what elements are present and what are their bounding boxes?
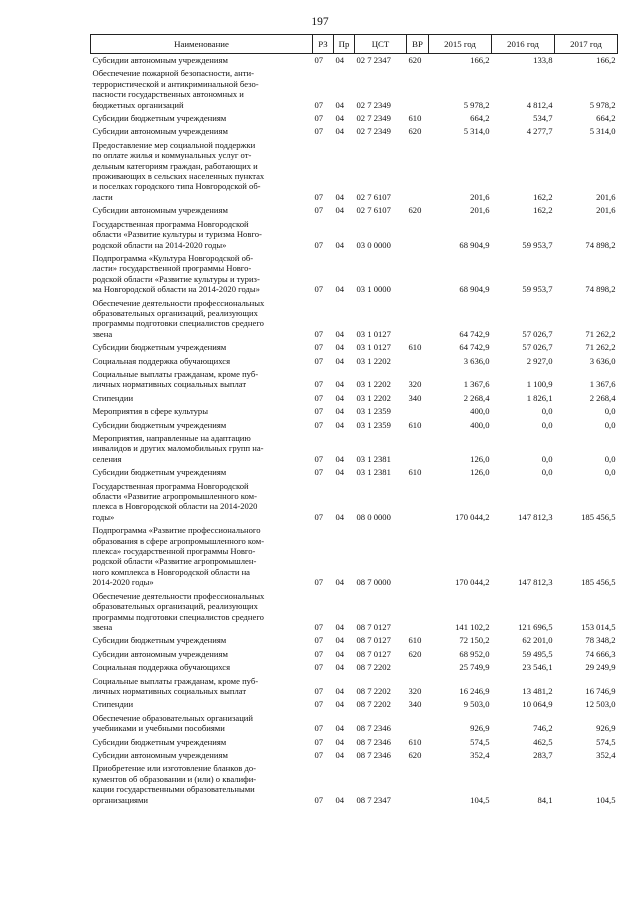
row-cst: 03 1 0000 — [356, 284, 391, 295]
row-cst: 03 1 2202 — [356, 379, 391, 390]
row-2017: 153 014,5 — [581, 621, 616, 632]
row-pr: 04 — [335, 99, 345, 110]
row-rz: 07 — [314, 621, 324, 632]
row-2017: 5 978,2 — [589, 99, 616, 110]
row-2016: 59 953,7 — [522, 284, 553, 295]
row-2017: 12 503,0 — [585, 699, 616, 710]
row-rz: 07 — [314, 736, 324, 747]
table-row — [91, 480, 618, 525]
row-vr: 340 — [408, 699, 422, 710]
row-2017: 0,0 — [604, 467, 616, 478]
row-2016: 283,7 — [533, 749, 553, 760]
budget-table — [90, 34, 618, 807]
row-2017: 1 367,6 — [589, 379, 616, 390]
row-2017: 71 262,2 — [585, 328, 616, 339]
row-2015: 166,2 — [470, 55, 490, 65]
row-vr: 620 — [408, 55, 422, 65]
row-pr: 04 — [335, 113, 345, 124]
row-2017: 0,0 — [604, 419, 616, 430]
row-pr: 04 — [335, 621, 345, 632]
table-row — [91, 524, 618, 589]
row-2016: 23 546,1 — [522, 662, 553, 673]
row-rz: 07 — [314, 113, 324, 124]
row-2017: 201,6 — [596, 191, 616, 202]
row-2015: 170 044,2 — [455, 511, 490, 522]
header-vr: ВР — [407, 35, 429, 54]
row-cst: 03 1 2359 — [356, 406, 391, 417]
row-2017: 926,9 — [596, 723, 616, 734]
row-2016: 59 495,5 — [522, 648, 553, 659]
table-row — [91, 661, 618, 674]
row-pr: 04 — [335, 635, 345, 646]
row-pr: 04 — [335, 205, 345, 216]
row-vr: 620 — [408, 205, 422, 216]
row-2015: 1 367,6 — [463, 379, 490, 390]
row-rz: 07 — [314, 577, 324, 588]
row-pr: 04 — [335, 648, 345, 659]
row-pr: 04 — [335, 749, 345, 760]
row-vr: 320 — [408, 685, 422, 696]
table-row — [91, 368, 618, 392]
row-name: Мероприятия в сфере культуры — [92, 406, 208, 417]
row-2017: 185 456,5 — [581, 577, 616, 588]
row-pr: 04 — [335, 284, 345, 295]
row-2015: 3 636,0 — [463, 355, 490, 366]
row-2015: 2 268,4 — [463, 392, 490, 403]
row-2017: 0,0 — [604, 406, 616, 417]
row-cst: 02 7 2347 — [356, 55, 391, 65]
row-2016: 4 812,4 — [526, 99, 553, 110]
row-rz: 07 — [314, 699, 324, 710]
row-rz: 07 — [314, 635, 324, 646]
row-pr: 04 — [335, 577, 345, 588]
row-name: Подпрограмма «Культура Новгородской об- ласти» государственной программы Новго- родской области «Развитие культуры и туриз- ма Новгородской области на 2014-2020 годы» — [92, 252, 260, 295]
row-2016: 462,5 — [533, 736, 553, 747]
row-2017: 2 268,4 — [589, 392, 616, 403]
table-row — [91, 139, 618, 204]
header-rz: РЗ — [313, 35, 334, 54]
row-2017: 201,6 — [596, 205, 616, 216]
row-2015: 201,6 — [470, 205, 490, 216]
table-row — [91, 54, 618, 68]
row-name: Субсидии автономным учреждениям — [92, 648, 228, 659]
row-vr — [407, 661, 429, 674]
row-2016: 1 100,9 — [526, 379, 553, 390]
table-body — [91, 54, 618, 808]
row-cst: 03 1 2202 — [356, 392, 391, 403]
row-vr — [407, 139, 429, 204]
row-vr: 610 — [408, 736, 422, 747]
row-2017: 5 314,0 — [589, 126, 616, 137]
row-vr: 620 — [408, 648, 422, 659]
table-row — [91, 736, 618, 749]
row-2015: 126,0 — [470, 453, 490, 464]
row-rz: 07 — [314, 406, 324, 417]
row-cst: 02 7 2349 — [356, 113, 391, 124]
row-pr: 04 — [335, 453, 345, 464]
row-rz: 07 — [314, 749, 324, 760]
row-rz: 07 — [314, 511, 324, 522]
row-cst: 08 7 0000 — [356, 577, 391, 588]
row-rz: 07 — [314, 239, 324, 250]
row-vr — [407, 480, 429, 525]
row-vr: 320 — [408, 379, 422, 390]
row-2016: 57 026,7 — [522, 328, 553, 339]
row-cst: 08 7 2202 — [356, 685, 391, 696]
row-2017: 574,5 — [596, 736, 616, 747]
row-2016: 147 812,3 — [518, 577, 553, 588]
row-pr: 04 — [335, 191, 345, 202]
row-name: Стипендии — [92, 699, 134, 710]
row-2016: 0,0 — [541, 467, 553, 478]
row-name: Субсидии автономным учреждениям — [92, 55, 228, 65]
row-2016: 133,8 — [533, 55, 553, 65]
row-pr: 04 — [335, 406, 345, 417]
row-cst: 03 0 0000 — [356, 239, 391, 250]
row-pr: 04 — [335, 467, 345, 478]
row-2015: 16 246,9 — [459, 685, 490, 696]
row-cst: 02 7 2349 — [356, 99, 391, 110]
header-2015: 2015 год — [429, 35, 492, 54]
row-cst: 03 1 2381 — [356, 467, 391, 478]
row-name: Субсидии автономным учреждениям — [92, 749, 228, 760]
header-2016: 2016 год — [492, 35, 555, 54]
row-2015: 574,5 — [470, 736, 490, 747]
row-pr: 04 — [335, 723, 345, 734]
row-name: Субсидии бюджетным учреждениям — [92, 113, 227, 124]
table-row — [91, 698, 618, 711]
row-vr: 620 — [408, 126, 422, 137]
header-2017: 2017 год — [555, 35, 618, 54]
row-rz: 07 — [314, 328, 324, 339]
row-pr: 04 — [335, 419, 345, 430]
table-row — [91, 341, 618, 354]
row-pr: 04 — [335, 511, 345, 522]
row-2015: 68 904,9 — [459, 284, 490, 295]
row-2017: 74 898,2 — [585, 239, 616, 250]
row-cst: 08 7 0127 — [356, 648, 391, 659]
row-rz: 07 — [314, 55, 324, 65]
row-name: Социальные выплаты гражданам, кроме пуб- личных нормативных социальных выплат — [92, 675, 259, 696]
row-pr: 04 — [335, 126, 345, 137]
row-2015: 352,4 — [470, 749, 490, 760]
row-name: Государственная программа Новгородской области «Развитие культуры и туризма Новго- родской области на 2014-2020 годы» — [92, 218, 262, 250]
row-vr — [407, 712, 429, 736]
row-2017: 0,0 — [604, 453, 616, 464]
row-pr: 04 — [335, 355, 345, 366]
row-cst: 08 7 0127 — [356, 621, 391, 632]
table-row — [91, 712, 618, 736]
row-2017: 74 898,2 — [585, 284, 616, 295]
row-rz: 07 — [314, 648, 324, 659]
row-vr: 340 — [408, 392, 422, 403]
row-2016: 162,2 — [533, 191, 553, 202]
row-2016: 2 927,0 — [526, 355, 553, 366]
row-rz: 07 — [314, 467, 324, 478]
row-name: Подпрограмма «Развитие профессионального образования в сфере агропромышленного ком- плекса» государственной программы Новго- родской области «Развитие агропромышлен- ного комплекса в Новгородской области на 2014-2020 годы» — [92, 525, 265, 588]
row-2015: 170 044,2 — [455, 577, 490, 588]
row-rz: 07 — [314, 419, 324, 430]
row-pr: 04 — [335, 328, 345, 339]
table-row — [91, 405, 618, 418]
table-row — [91, 648, 618, 661]
table-row — [91, 634, 618, 647]
header-pr: Пр — [334, 35, 355, 54]
row-rz: 07 — [314, 355, 324, 366]
row-2016: 1 826,1 — [526, 392, 553, 403]
row-name: Субсидии бюджетным учреждениям — [92, 342, 227, 353]
row-2015: 400,0 — [470, 406, 490, 417]
row-vr: 610 — [408, 467, 422, 478]
row-cst: 08 7 2346 — [356, 736, 391, 747]
row-2015: 64 742,9 — [459, 342, 490, 353]
table-row — [91, 112, 618, 125]
table-row — [91, 432, 618, 466]
row-2017: 352,4 — [596, 749, 616, 760]
row-pr: 04 — [335, 392, 345, 403]
row-vr: 610 — [408, 635, 422, 646]
table-header — [91, 35, 618, 54]
row-name: Стипендии — [92, 392, 134, 403]
row-2016: 13 481,2 — [522, 685, 553, 696]
row-2017: 185 456,5 — [581, 511, 616, 522]
row-cst: 03 1 0127 — [356, 342, 391, 353]
table-row — [91, 67, 618, 112]
table-row — [91, 762, 618, 807]
row-name: Субсидии бюджетным учреждениям — [92, 467, 227, 478]
row-vr: 610 — [408, 113, 422, 124]
page-number: 197 — [311, 16, 329, 28]
row-pr: 04 — [335, 699, 345, 710]
row-pr: 04 — [335, 685, 345, 696]
row-2016: 57 026,7 — [522, 342, 553, 353]
row-2016: 84,1 — [537, 794, 553, 805]
row-2015: 72 150,2 — [459, 635, 490, 646]
row-cst: 03 1 0127 — [356, 328, 391, 339]
row-2017: 16 746,9 — [585, 685, 616, 696]
row-2015: 126,0 — [470, 467, 490, 478]
row-rz: 07 — [314, 392, 324, 403]
row-cst: 08 7 2346 — [356, 723, 391, 734]
row-name: Субсидии автономным учреждениям — [92, 126, 228, 137]
row-name: Обеспечение деятельности профессиональных образовательных организаций, реализующих программы подготовки специалистов среднего звена — [92, 590, 265, 632]
row-rz: 07 — [314, 191, 324, 202]
row-2016: 534,7 — [533, 113, 553, 124]
row-name: Приобретение или изготовление бланков до- кументов об образовании и (или) о квалифи- кации государственными образовательными организациями — [92, 763, 257, 805]
row-cst: 03 1 2381 — [356, 453, 391, 464]
row-rz: 07 — [314, 126, 324, 137]
row-2017: 29 249,9 — [585, 662, 616, 673]
table-row — [91, 749, 618, 762]
row-name: Государственная программа Новгородской области «Развитие агропромышленного ком- плекса в Новгородской области на 2014-2020 годы» — [92, 480, 258, 522]
row-2017: 74 666,3 — [585, 648, 616, 659]
row-pr: 04 — [335, 379, 345, 390]
row-rz: 07 — [314, 723, 324, 734]
row-rz: 07 — [314, 99, 324, 110]
row-pr: 04 — [335, 342, 345, 353]
row-2015: 926,9 — [470, 723, 490, 734]
row-2015: 68 952,0 — [459, 648, 490, 659]
row-rz: 07 — [314, 342, 324, 353]
row-2017: 78 348,2 — [585, 635, 616, 646]
row-rz: 07 — [314, 794, 324, 805]
row-cst: 02 7 6107 — [356, 191, 391, 202]
row-cst: 02 7 6107 — [356, 205, 391, 216]
row-pr: 04 — [335, 736, 345, 747]
table-row — [91, 590, 618, 635]
row-cst: 03 1 2202 — [356, 355, 391, 366]
row-vr: 610 — [408, 419, 422, 430]
row-vr — [407, 432, 429, 466]
table-row — [91, 218, 618, 252]
row-name: Социальная поддержка обучающихся — [92, 662, 231, 673]
row-2015: 9 503,0 — [463, 699, 490, 710]
row-cst: 08 0 0000 — [356, 511, 391, 522]
row-pr: 04 — [335, 794, 345, 805]
row-vr — [407, 590, 429, 635]
row-2016: 4 277,7 — [526, 126, 553, 137]
row-2016: 59 953,7 — [522, 239, 553, 250]
row-name: Субсидии бюджетным учреждениям — [92, 419, 227, 430]
row-cst: 08 7 2347 — [356, 794, 391, 805]
row-2016: 746,2 — [533, 723, 553, 734]
header-name: Наименование — [91, 35, 313, 54]
row-vr: 610 — [408, 342, 422, 353]
row-2015: 25 749,9 — [459, 662, 490, 673]
row-vr — [407, 252, 429, 297]
row-2016: 147 812,3 — [518, 511, 553, 522]
row-2017: 166,2 — [596, 55, 616, 65]
row-pr: 04 — [335, 662, 345, 673]
row-pr: 04 — [335, 239, 345, 250]
row-2017: 71 262,2 — [585, 342, 616, 353]
row-2015: 5 978,2 — [463, 99, 490, 110]
row-2015: 104,5 — [470, 794, 490, 805]
table-row — [91, 675, 618, 699]
row-2017: 664,2 — [596, 113, 616, 124]
row-vr: 620 — [408, 749, 422, 760]
row-name: Социальные выплаты гражданам, кроме пуб- личных нормативных социальных выплат — [92, 368, 259, 390]
row-2015: 5 314,0 — [463, 126, 490, 137]
table-row — [91, 355, 618, 368]
row-2017: 3 636,0 — [589, 355, 616, 366]
row-2016: 0,0 — [541, 419, 553, 430]
table-row — [91, 125, 618, 138]
row-cst: 02 7 2349 — [356, 126, 391, 137]
table-row — [91, 466, 618, 479]
row-name: Субсидии бюджетным учреждениям — [92, 635, 227, 646]
row-cst: 08 7 0127 — [356, 635, 391, 646]
row-name: Обеспечение пожарной безопасности, анти- террористической и антикриминальной безо- пасности государственных автономных и бюджетных организаций — [92, 68, 259, 110]
table-row — [91, 252, 618, 297]
row-cst: 08 7 2202 — [356, 699, 391, 710]
row-2016: 0,0 — [541, 406, 553, 417]
row-rz: 07 — [314, 379, 324, 390]
row-2016: 10 064,9 — [522, 699, 553, 710]
row-2015: 141 102,2 — [455, 621, 490, 632]
table-row — [91, 204, 618, 217]
row-2015: 64 742,9 — [459, 328, 490, 339]
row-vr — [407, 297, 429, 342]
row-vr — [407, 218, 429, 252]
row-rz: 07 — [314, 453, 324, 464]
row-2016: 121 696,5 — [518, 621, 553, 632]
row-name: Обеспечение деятельности профессиональных образовательных организаций, реализующих программы подготовки специалистов среднего звена — [92, 297, 265, 339]
table-row — [91, 392, 618, 405]
row-vr — [407, 67, 429, 112]
row-rz: 07 — [314, 205, 324, 216]
table-row — [91, 297, 618, 342]
row-2015: 400,0 — [470, 419, 490, 430]
row-2017: 104,5 — [596, 794, 616, 805]
row-vr — [407, 524, 429, 589]
row-vr — [407, 355, 429, 368]
row-rz: 07 — [314, 662, 324, 673]
row-cst: 08 7 2346 — [356, 749, 391, 760]
table-row — [91, 419, 618, 432]
header-cst: ЦСТ — [355, 35, 407, 54]
row-vr — [407, 405, 429, 418]
row-2015: 664,2 — [470, 113, 490, 124]
row-rz: 07 — [314, 284, 324, 295]
row-2015: 201,6 — [470, 191, 490, 202]
row-name: Социальная поддержка обучающихся — [92, 355, 231, 366]
row-name: Предоставление мер социальной поддержки по оплате жилья и коммунальных услуг от- дельным категориям граждан, работающих и проживающих в сельских населенных пунктах и поселках городского типа Новгородской об- ласти — [92, 139, 265, 202]
row-pr: 04 — [335, 55, 345, 65]
row-vr — [407, 762, 429, 807]
row-2016: 62 201,0 — [522, 635, 553, 646]
row-2015: 68 904,9 — [459, 239, 490, 250]
row-2016: 0,0 — [541, 453, 553, 464]
row-name: Субсидии бюджетным учреждениям — [92, 736, 227, 747]
row-name: Субсидии автономным учреждениям — [92, 205, 228, 216]
row-cst: 08 7 2202 — [356, 662, 391, 673]
row-2016: 162,2 — [533, 205, 553, 216]
row-rz: 07 — [314, 685, 324, 696]
row-cst: 03 1 2359 — [356, 419, 391, 430]
row-name: Мероприятия, направленные на адаптацию инвалидов и других маломобильных групп на- селения — [92, 433, 264, 464]
row-name: Обеспечение образовательных организаций учебниками и учебными пособиями — [92, 712, 253, 734]
